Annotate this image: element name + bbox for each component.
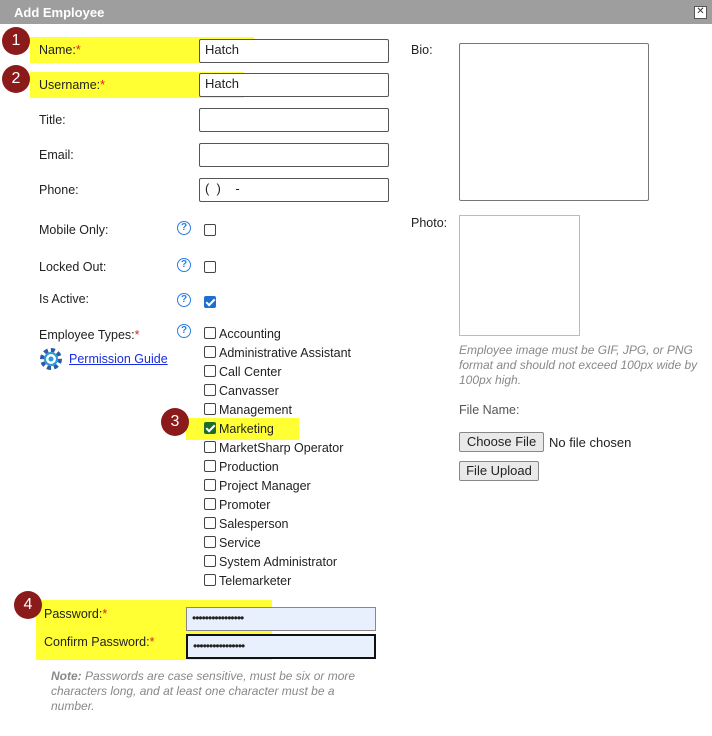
help-icon[interactable]: ? <box>177 324 191 338</box>
employee-types-label: Employee Types:* <box>39 328 140 342</box>
employee-type-label: Production <box>219 460 279 474</box>
step-badge-4: 4 <box>14 591 42 619</box>
locked-out-label: Locked Out: <box>39 260 107 274</box>
employee-type-label: Salesperson <box>219 517 289 531</box>
file-upload-button[interactable]: File Upload <box>459 461 539 481</box>
close-icon[interactable]: ✕ <box>694 6 707 19</box>
employee-type-checkbox[interactable] <box>204 327 216 339</box>
phone-input[interactable]: ( ) - <box>199 178 389 202</box>
employee-type-checkbox[interactable] <box>204 460 216 472</box>
employee-type-checkbox[interactable] <box>204 498 216 510</box>
photo-label: Photo: <box>411 216 448 230</box>
employee-type-label: Promoter <box>219 498 271 512</box>
mobile-only-label: Mobile Only: <box>39 223 109 237</box>
confirm-password-label: Confirm Password:* <box>44 635 155 649</box>
employee-type-checkbox[interactable] <box>204 403 216 415</box>
step-badge-1: 1 <box>2 27 30 55</box>
employee-type-label: Call Center <box>219 365 282 379</box>
employee-type-label: Administrative Assistant <box>219 346 351 360</box>
employee-type-label: Management <box>219 403 292 417</box>
is-active-checkbox[interactable] <box>204 296 216 308</box>
employee-type-label: Canvasser <box>219 384 279 398</box>
username-input[interactable]: Hatch <box>199 73 389 97</box>
password-input[interactable]: •••••••••••••••• <box>186 607 376 631</box>
email-label: Email: <box>39 148 74 162</box>
username-label: Username:* <box>39 78 106 92</box>
phone-label: Phone: <box>39 183 79 197</box>
choose-file-button[interactable]: Choose File <box>459 432 544 452</box>
name-label: Name:* <box>39 43 81 57</box>
password-note: Note: Passwords are case sensitive, must be six or more characters long, and at least one character must be a number. <box>51 669 356 713</box>
employee-type-label: Accounting <box>219 327 281 341</box>
no-file-chosen-text: No file chosen <box>549 435 632 450</box>
dialog-title: Add Employee <box>14 5 105 20</box>
name-input[interactable]: Hatch <box>199 39 389 63</box>
employee-type-checkbox[interactable] <box>204 479 216 491</box>
permission-guide-link[interactable]: Permission Guide <box>69 352 168 366</box>
bio-label: Bio: <box>411 43 433 57</box>
help-icon[interactable]: ? <box>177 293 191 307</box>
step-badge-2: 2 <box>2 65 30 93</box>
title-label: Title: <box>39 113 66 127</box>
title-input[interactable] <box>199 108 389 132</box>
confirm-password-input[interactable]: •••••••••••••••• <box>186 634 376 659</box>
employee-type-checkbox[interactable] <box>204 422 216 434</box>
employee-type-checkbox[interactable] <box>204 441 216 453</box>
employee-type-checkbox[interactable] <box>204 536 216 548</box>
employee-type-checkbox[interactable] <box>204 346 216 358</box>
employee-type-label: System Administrator <box>219 555 338 569</box>
employee-type-checkbox[interactable] <box>204 517 216 529</box>
bio-textarea[interactable] <box>459 43 649 201</box>
step-badge-3: 3 <box>161 408 189 436</box>
employee-type-label: Marketing <box>219 422 274 436</box>
employee-type-checkbox[interactable] <box>204 365 216 377</box>
photo-preview <box>459 215 580 336</box>
employee-type-checkbox[interactable] <box>204 574 216 586</box>
employee-type-checkbox[interactable] <box>204 555 216 567</box>
employee-type-label: Telemarketer <box>219 574 292 588</box>
help-icon[interactable]: ? <box>177 221 191 235</box>
mobile-only-checkbox[interactable] <box>204 224 216 236</box>
photo-note: Employee image must be GIF, JPG, or PNG format and should not exceed 100px wide by 100px high. <box>459 343 698 387</box>
employee-type-checkbox[interactable] <box>204 384 216 396</box>
help-icon[interactable]: ? <box>177 258 191 272</box>
employee-type-label: MarketSharp Operator <box>219 441 344 455</box>
dialog-titlebar <box>0 0 712 24</box>
email-input[interactable] <box>199 143 389 167</box>
gear-icon <box>39 347 63 371</box>
employee-type-label: Service <box>219 536 261 550</box>
employee-type-label: Project Manager <box>219 479 311 493</box>
locked-out-checkbox[interactable] <box>204 261 216 273</box>
file-name-label: File Name: <box>459 403 520 417</box>
is-active-label: Is Active: <box>39 292 90 306</box>
password-label: Password:* <box>44 607 108 621</box>
